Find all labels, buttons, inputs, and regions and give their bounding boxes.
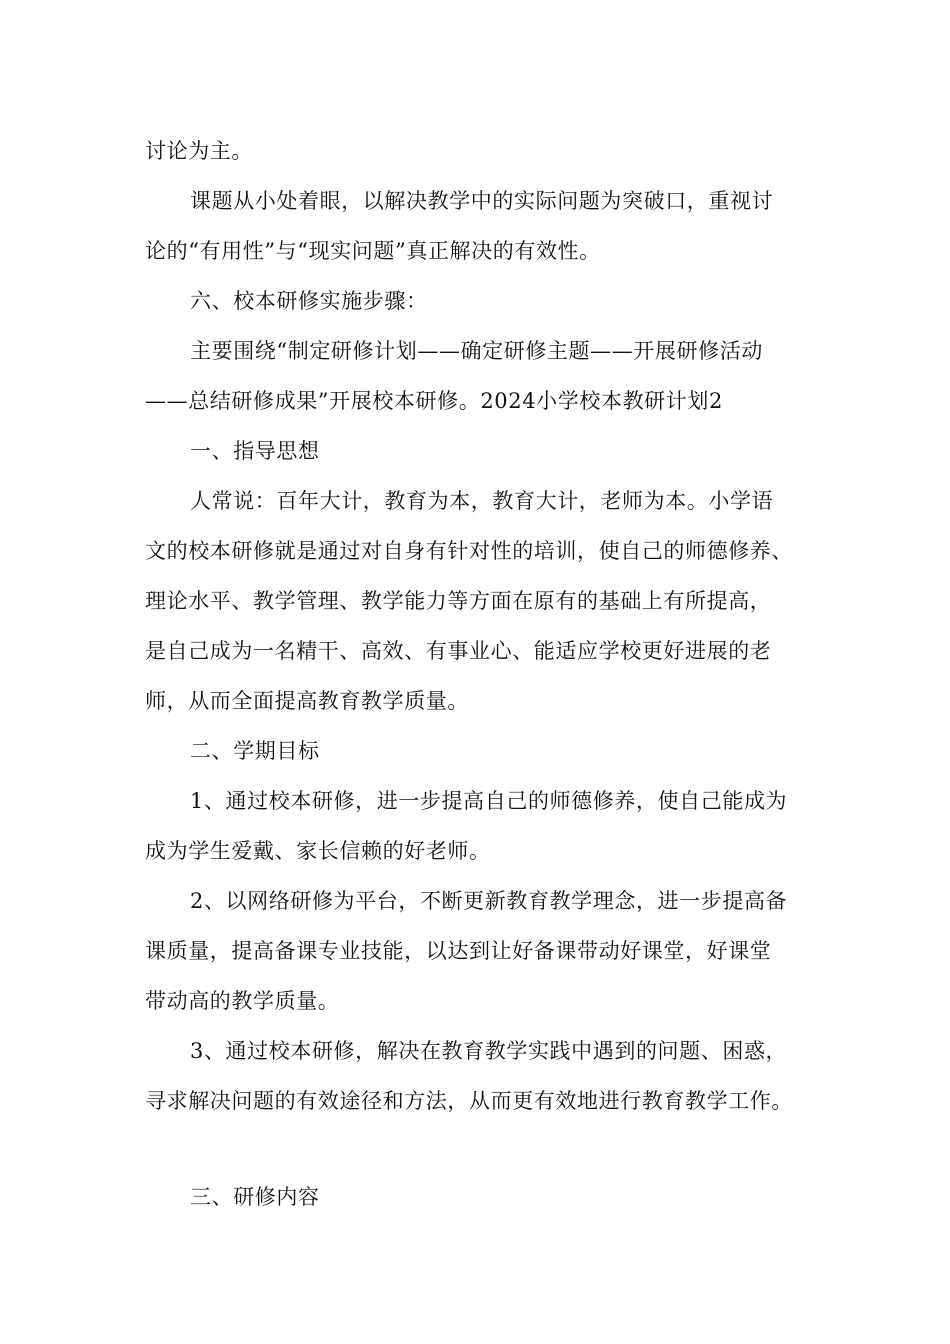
text-line: 是自己成为一名精干、高效、有事业心、能适应学校更好进展的老 <box>145 639 772 663</box>
section-heading: 六、校本研修实施步骤： <box>190 289 428 313</box>
text-line: 寻求解决问题的有效途径和方法，从而更有效地进行教育教学工作。 <box>145 1089 793 1113</box>
text-line: ——总结研修成果”开展校本研修。2024小学校本教研计划2 <box>145 389 723 413</box>
text-line: 理论水平、教学管理、教学能力等方面在原有的基础上有所提高， <box>145 589 772 613</box>
text-line: 3、通过校本研修，解决在教育教学实践中遇到的问题、困惑， <box>190 1039 788 1063</box>
section-heading: 一、指导思想 <box>190 439 320 463</box>
text-line: 带动高的教学质量。 <box>145 989 340 1013</box>
text-line: 1、通过校本研修，进一步提高自己的师德修养，使自己能成为 <box>190 789 788 813</box>
text-line: 课质量，提高备课专业技能，以达到让好备课带动好课堂，好课堂 <box>145 939 772 963</box>
text-line: 论的“有用性”与“现实问题”真正解决的有效性。 <box>145 239 601 263</box>
text-line: 人常说：百年大计，教育为本，教育大计，老师为本。小学语 <box>190 489 774 513</box>
text-line: 文的校本研修就是通过对自身有针对性的培训，使自己的师德修养、 <box>145 539 793 563</box>
section-heading: 二、学期目标 <box>190 739 320 763</box>
text-line: 主要围绕“制定研修计划——确定研修主题——开展研修活动 <box>190 339 763 363</box>
text-line: 课题从小处着眼，以解决教学中的实际问题为突破口，重视讨 <box>190 189 774 213</box>
text-line: 师，从而全面提高教育教学质量。 <box>145 689 469 713</box>
text-line: 成为学生爱戴、家长信赖的好老师。 <box>145 839 491 863</box>
text-line: 2、以网络研修为平台，不断更新教育教学理念，进一步提高备 <box>190 889 788 913</box>
text-line: 讨论为主。 <box>145 139 253 163</box>
section-heading: 三、研修内容 <box>190 1185 320 1209</box>
